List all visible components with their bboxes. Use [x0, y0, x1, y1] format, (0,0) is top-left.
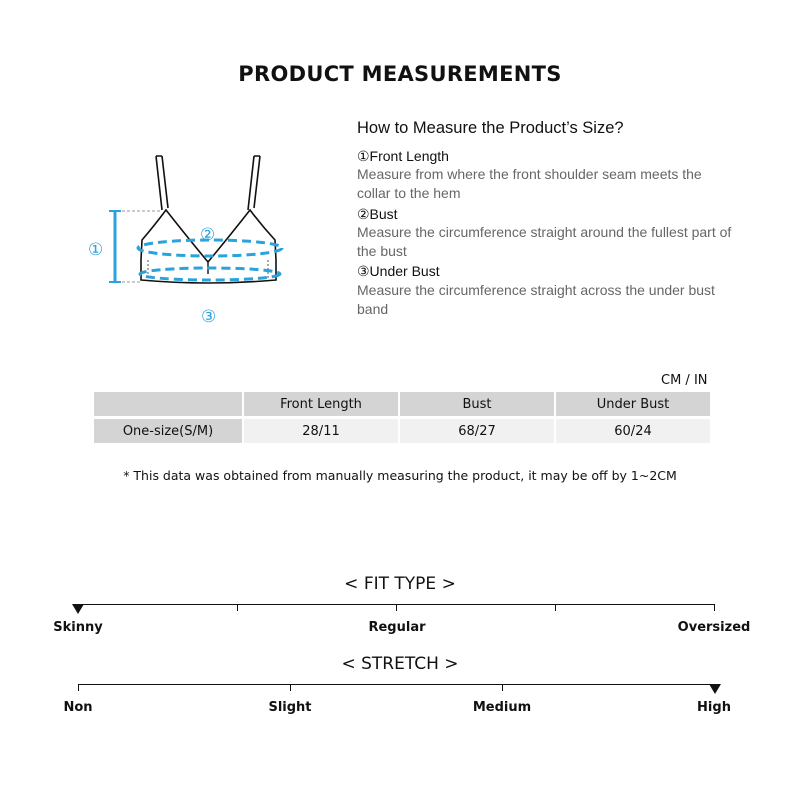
stretch-tick — [78, 684, 79, 691]
fit-type-title: < FIT TYPE > — [344, 574, 456, 594]
stretch-title: < STRETCH > — [341, 654, 459, 674]
marker-2: ② — [200, 225, 216, 245]
stretch-tick — [502, 684, 503, 691]
fit-type-tick — [555, 604, 556, 611]
under-bust-desc: Measure the circumference straight across the under bust band — [357, 282, 715, 317]
stretch-marker-icon — [709, 684, 721, 694]
front-length-title: ①Front Length — [357, 148, 449, 164]
bra-measurement-diagram — [70, 150, 300, 330]
bust-desc: Measure the circumference straight around the fullest part of the bust — [357, 224, 732, 259]
table-header-row — [94, 392, 710, 416]
fit-type-tick — [396, 604, 397, 611]
bust-title: ②Bust — [357, 206, 398, 222]
stretch-label-high: High — [697, 700, 731, 715]
size-table — [92, 392, 712, 443]
unit-label: CM / IN — [661, 373, 708, 388]
under-bust-title: ③Under Bust — [357, 263, 440, 279]
stretch-tick — [290, 684, 291, 691]
table-header-cell: Under Bust — [556, 392, 710, 416]
table-cell: 28/11 — [244, 419, 398, 443]
table-cell: 68/27 — [400, 419, 554, 443]
stretch-label-medium: Medium — [472, 700, 532, 715]
marker-3: ③ — [201, 307, 217, 327]
fit-type-label-oversized: Oversized — [677, 620, 751, 635]
measurement-note: * This data was obtained from manually measuring the product, it may be off by 1~2CM — [123, 468, 677, 483]
front-length-desc: Measure from where the front shoulder seam meets the collar to the hem — [357, 166, 702, 201]
fit-type-label-regular: Regular — [368, 620, 426, 635]
fit-type-tick — [714, 604, 715, 611]
howto-heading: How to Measure the Product’s Size? — [357, 119, 624, 137]
table-header-cell: Front Length — [244, 392, 398, 416]
stretch-scale-line — [78, 684, 714, 685]
table-cell: 60/24 — [556, 419, 710, 443]
table-header-cell — [94, 392, 242, 416]
stretch-label-non: Non — [63, 700, 93, 715]
table-header-cell: Bust — [400, 392, 554, 416]
marker-1: ① — [88, 240, 104, 260]
table-cell: One-size(S/M) — [94, 419, 242, 443]
stretch-label-slight: Slight — [268, 700, 312, 715]
fit-type-marker-icon — [72, 604, 84, 614]
fit-type-label-skinny: Skinny — [53, 620, 103, 635]
fit-type-tick — [237, 604, 238, 611]
table-row — [94, 419, 710, 443]
page-title: PRODUCT MEASUREMENTS — [238, 62, 562, 86]
